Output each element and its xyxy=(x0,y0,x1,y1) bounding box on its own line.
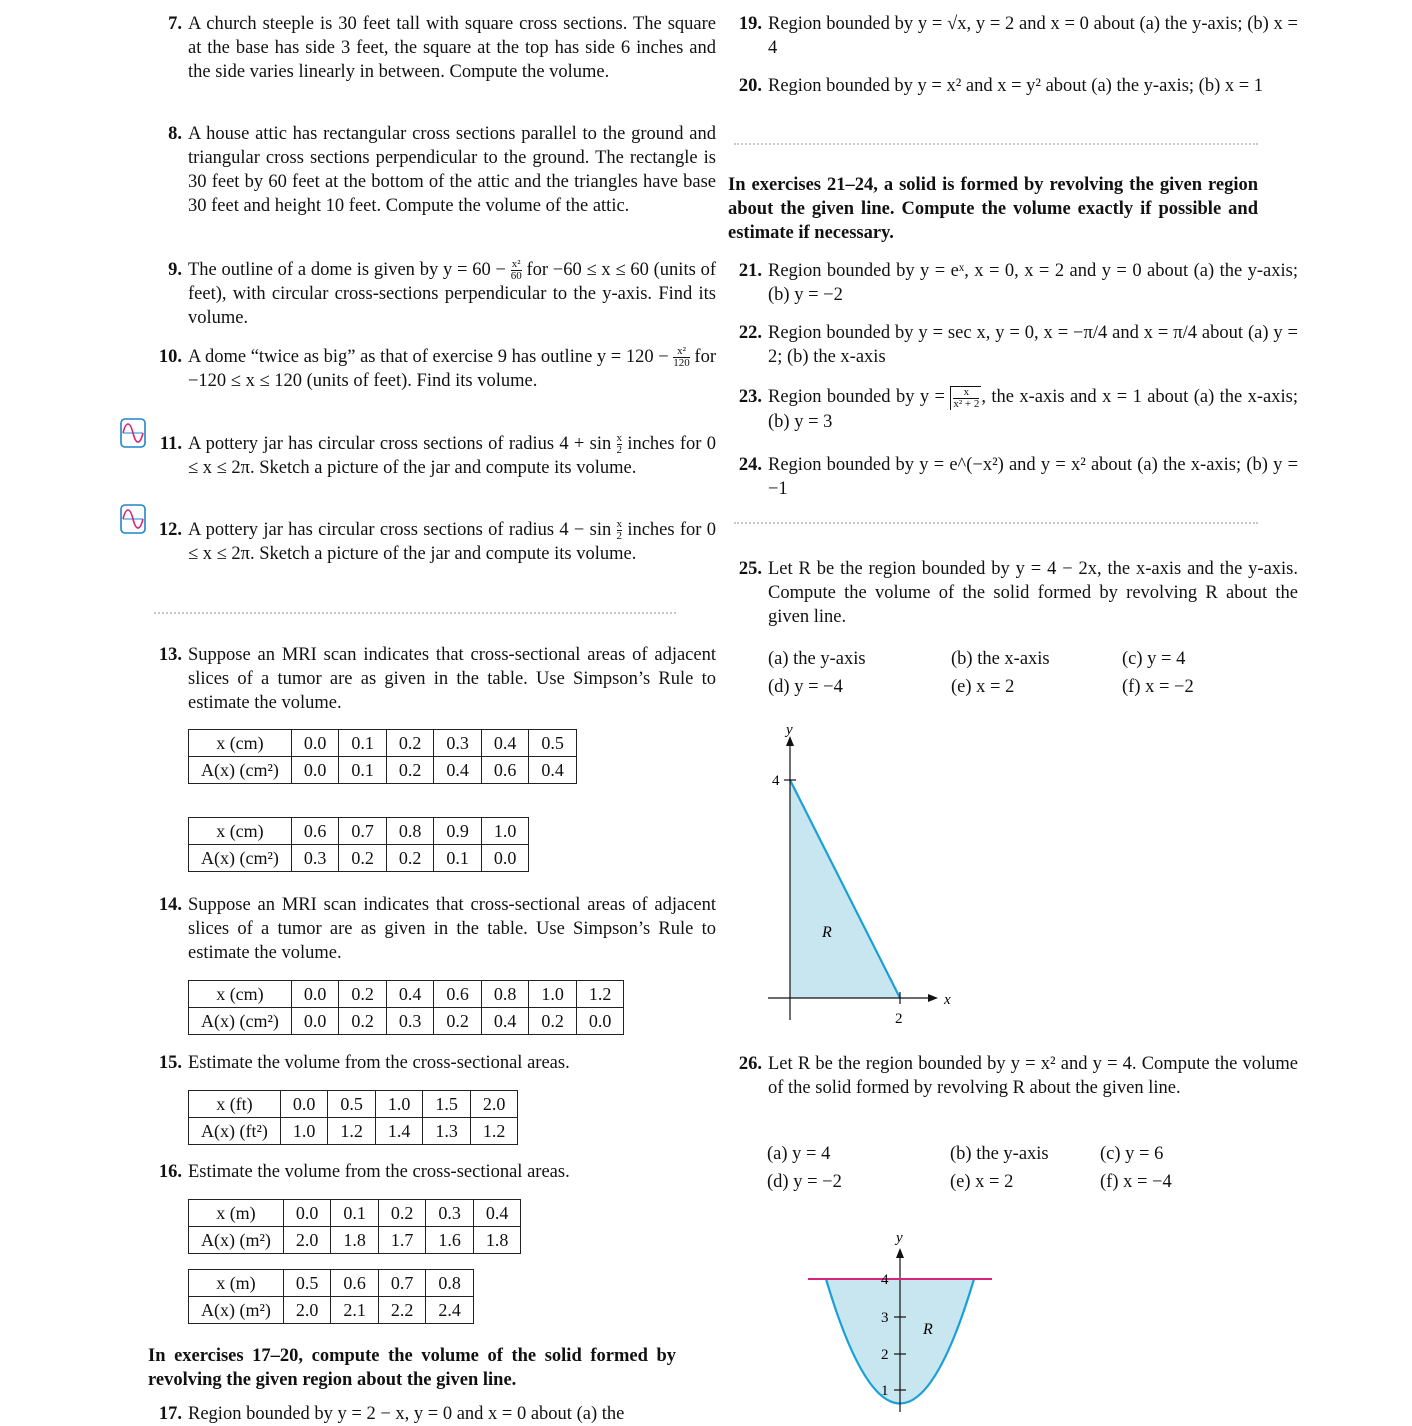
section-divider xyxy=(154,612,676,614)
parabola-region-graph xyxy=(798,1222,998,1412)
option: (d) y = −2 xyxy=(767,1172,842,1192)
y-tick-label: 2 xyxy=(881,1347,889,1363)
exercise-text: Let R be the region bounded by y = 4 − 2x, the x-axis and the y-axis. Compute the volume of the solid formed by revolving R about the given line. xyxy=(768,559,1298,627)
exercise-text: Estimate the volume from the cross-sectional areas. xyxy=(188,1053,570,1073)
option: (b) the x-axis xyxy=(951,649,1050,669)
exercise-number: 14. xyxy=(158,895,182,915)
exercise-25 xyxy=(728,557,1298,629)
exercise-number: 13. xyxy=(158,645,182,665)
exercise-25-options xyxy=(768,647,1262,699)
exercise-text: A house attic has rectangular cross sections parallel to the ground and triangular cross sections perpendicular to the ground. The rectangle is 30 feet by 60 feet at the bottom of the attic and the triangles have base 30 feet and height 10 feet. Compute the volume of the attic. xyxy=(188,124,716,216)
option: (e) x = 2 xyxy=(951,677,1015,697)
exercise-number: 17. xyxy=(158,1404,182,1424)
graphing-calculator-icon xyxy=(120,504,146,534)
x-tick-label: 2 xyxy=(895,1011,903,1027)
exercise-10 xyxy=(148,345,716,393)
exercise-number: 15. xyxy=(158,1053,182,1073)
y-axis-label: y xyxy=(786,722,793,738)
exercise-15 xyxy=(148,1051,716,1075)
exercise-number: 16. xyxy=(158,1162,182,1182)
exercise-text: A dome “twice as big” as that of exercise 9 has outline y = 120 − $\frac{\text{x²}}{120}$ for −120 ≤ x ≤ 120 (units of feet). Find its volume. xyxy=(188,345,716,392)
exercise-23 xyxy=(728,385,1298,434)
exercise-text: Region bounded by y = sec x, y = 0, x = −π/4 and x = π/4 about (a) y = 2; (b) the x-axis xyxy=(768,323,1298,367)
table-row: A(x) (cm²) 0.3 0.2 0.2 0.1 0.0 xyxy=(189,845,529,872)
exercise-text: A pottery jar has circular cross sections of radius 4 − sin $\frac{x}{2}$ inches for 0 ≤ x ≤ 2π. Sketch a picture of the jar and compute its volume. xyxy=(188,518,716,565)
exercise-12 xyxy=(148,518,716,566)
graphing-calculator-icon xyxy=(120,418,146,448)
exercise-number: 11. xyxy=(159,434,182,454)
table-row: x (m) 0.5 0.6 0.7 0.8 xyxy=(189,1270,474,1297)
exercise-text: Estimate the volume from the cross-sectional areas. xyxy=(188,1162,570,1182)
option: (b) the y-axis xyxy=(950,1144,1049,1164)
section-divider xyxy=(734,522,1258,524)
exercise-number: 23. xyxy=(738,387,762,407)
data-table xyxy=(188,729,577,784)
option: (e) x = 2 xyxy=(950,1172,1014,1192)
exercise-21 xyxy=(728,259,1298,307)
exercise-9 xyxy=(148,258,716,330)
table-row: A(x) (m²) 2.0 1.8 1.7 1.6 1.8 xyxy=(189,1227,521,1254)
instructions-17-20: In exercises 17–20, compute the volume of the solid formed by revolving the given region about the given line. xyxy=(148,1346,676,1390)
exercise-11 xyxy=(148,432,716,480)
exercise-26-options xyxy=(767,1142,1240,1194)
x-axis-label: x xyxy=(944,992,951,1008)
exercise-number: 22. xyxy=(738,323,762,343)
section-divider xyxy=(734,143,1258,145)
exercise-number: 9. xyxy=(168,260,182,280)
table-row: x (cm) 0.0 0.2 0.4 0.6 0.8 1.0 1.2 xyxy=(189,981,624,1008)
exercise-number: 26. xyxy=(738,1054,762,1074)
y-tick-label: 4 xyxy=(772,773,780,789)
exercise-text: Let R be the region bounded by y = x² and y = 4. Compute the volume of the solid formed by revolving R about the given line. xyxy=(768,1054,1298,1098)
table-row: x (ft) 0.0 0.5 1.0 1.5 2.0 xyxy=(189,1091,518,1118)
exercise-8 xyxy=(148,122,716,218)
y-tick-label: 3 xyxy=(881,1310,889,1326)
data-table xyxy=(188,817,529,872)
exercise-text: Region bounded by y = √x, y = 2 and x = 0 about (a) the y-axis; (b) x = 4 xyxy=(768,14,1298,58)
option: (f) x = −2 xyxy=(1122,677,1194,697)
exercise-20 xyxy=(728,74,1298,98)
data-table xyxy=(188,1090,518,1145)
region-label: R xyxy=(822,924,832,941)
y-tick-label: 1 xyxy=(881,1383,889,1399)
table-row: x (cm) 0.6 0.7 0.8 0.9 1.0 xyxy=(189,818,529,845)
exercise-13 xyxy=(148,643,716,715)
data-table xyxy=(188,1269,474,1324)
exercise-number: 7. xyxy=(168,14,182,34)
table-row: A(x) (m²) 2.0 2.1 2.2 2.4 xyxy=(189,1297,474,1324)
exercise-text: The outline of a dome is given by y = 60 − $\frac{\text{x²}}{60}$ for −60 ≤ x ≤ 60 (units of feet), with circular cross-sections perpendicular to the y-axis. Find its volume. xyxy=(188,258,716,329)
exercise-number: 20. xyxy=(738,76,762,96)
exercise-19 xyxy=(728,12,1298,60)
region-label: R xyxy=(923,1321,933,1338)
exercise-number: 25. xyxy=(738,559,762,579)
exercise-16 xyxy=(148,1160,716,1184)
exercise-number: 19. xyxy=(738,14,762,34)
exercise-number: 10. xyxy=(158,347,182,367)
exercise-text: Region bounded by y = x² and x = y² about (a) the y-axis; (b) x = 1 xyxy=(768,76,1264,96)
exercise-text: Suppose an MRI scan indicates that cross-sectional areas of adjacent slices of a tumor are as given in the table. Use Simpson’s Rule to estimate the volume. xyxy=(188,645,716,713)
y-axis-label: y xyxy=(896,1230,903,1246)
exercise-22 xyxy=(728,321,1298,369)
table-row: A(x) (cm²) 0.0 0.2 0.3 0.2 0.4 0.2 0.0 xyxy=(189,1008,624,1035)
exercise-number: 8. xyxy=(168,124,182,144)
exercise-number: 12. xyxy=(158,520,182,540)
x-axis-arrow-icon xyxy=(928,994,938,1002)
exercise-number: 24. xyxy=(738,455,762,475)
option: (a) y = 4 xyxy=(767,1144,831,1164)
y-axis-arrow-icon xyxy=(896,1248,904,1258)
exercise-text: Region bounded by y = e^(−x²) and y = x² about (a) the x-axis; (b) y = −1 xyxy=(768,455,1298,499)
option: (f) x = −4 xyxy=(1100,1172,1172,1192)
exercise-26 xyxy=(728,1052,1298,1100)
instructions-21-24: In exercises 21–24, a solid is formed by revolving the given region about the given line. Compute the volume exactly if possible and estimate if necessary. xyxy=(728,175,1258,243)
exercise-text: A pottery jar has circular cross sections of radius 4 + sin $\frac{x}{2}$ inches for 0 ≤ x ≤ 2π. Sketch a picture of the jar and compute its volume. xyxy=(188,432,716,479)
exercise-text: Region bounded by y = eˣ, x = 0, x = 2 and y = 0 about (a) the y-axis; (b) y = −2 xyxy=(768,261,1298,305)
y-tick-label: 4 xyxy=(881,1272,889,1288)
exercise-14 xyxy=(148,893,716,965)
table-row: A(x) (ft²) 1.0 1.2 1.4 1.3 1.2 xyxy=(189,1118,518,1145)
data-table xyxy=(188,980,624,1035)
triangle-region-graph xyxy=(758,720,988,1030)
data-table xyxy=(188,1199,521,1254)
exercise-7 xyxy=(148,12,716,84)
exercise-text: Suppose an MRI scan indicates that cross-sectional areas of adjacent slices of a tumor are as given in the table. Use Simpson’s Rule to estimate the volume. xyxy=(188,895,716,963)
option: (a) the y-axis xyxy=(768,649,866,669)
exercise-text: Region bounded by y = 2 − x, y = 0 and x = 0 about (a) the xyxy=(188,1404,625,1424)
exercise-17 xyxy=(148,1402,716,1426)
option: (d) y = −4 xyxy=(768,677,843,697)
exercise-text: A church steeple is 30 feet tall with square cross sections. The square at the base has side 3 feet, the square at the top has side 6 inches and the side varies linearly in between. Compute the volume. xyxy=(188,14,716,82)
exercise-24 xyxy=(728,453,1298,501)
table-row: A(x) (cm²) 0.0 0.1 0.2 0.4 0.6 0.4 xyxy=(189,757,577,784)
table-row: x (cm) 0.0 0.1 0.2 0.3 0.4 0.5 xyxy=(189,730,577,757)
exercise-number: 21. xyxy=(738,261,762,281)
option: (c) y = 6 xyxy=(1100,1144,1164,1164)
option: (c) y = 4 xyxy=(1122,649,1186,669)
exercise-text: Region bounded by y = $\frac{x}{\text{x² + 2}}$ , the x-axis and x = 1 about (a) the x-axis; (b) y = 3 xyxy=(768,385,1298,432)
table-row: x (m) 0.0 0.1 0.2 0.3 0.4 xyxy=(189,1200,521,1227)
